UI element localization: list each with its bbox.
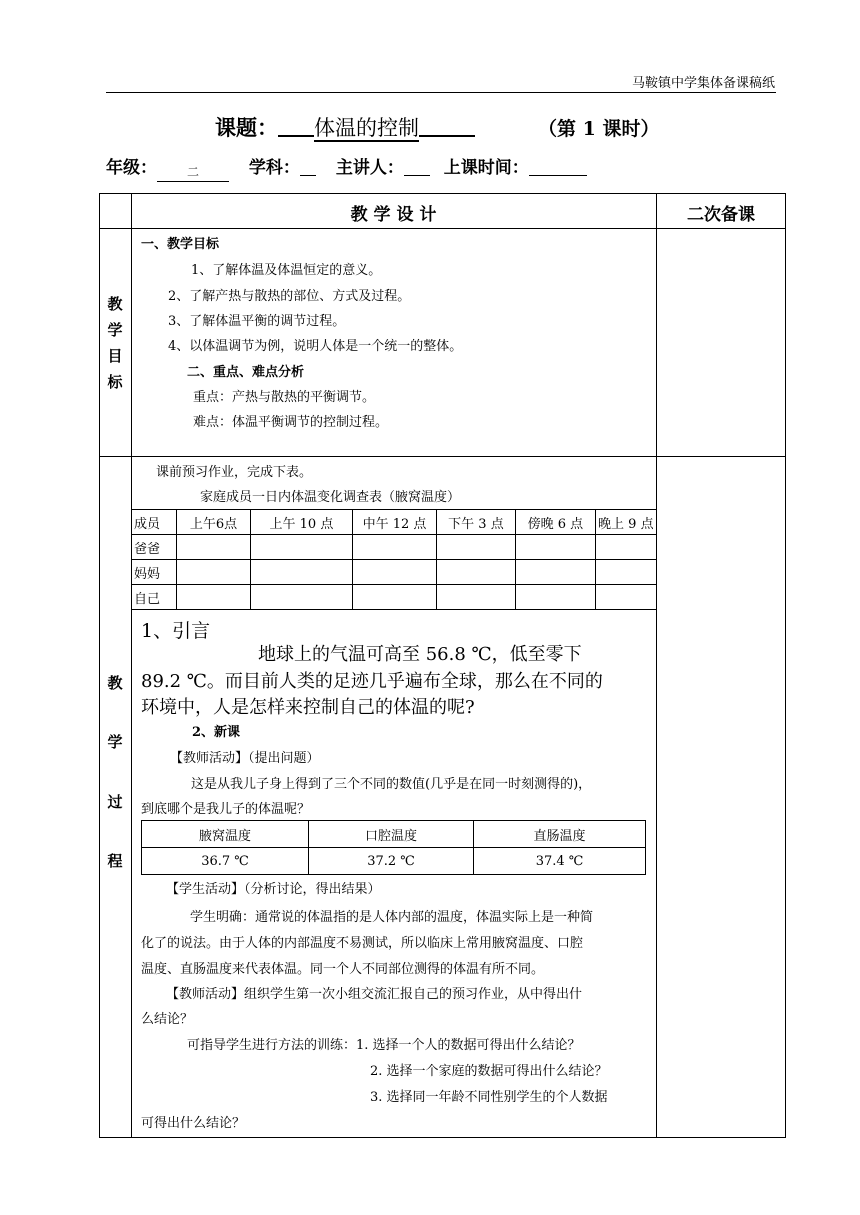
teacher-activity-2-line-2: 么结论？ bbox=[141, 1012, 194, 1027]
goals-process-divider bbox=[99, 456, 786, 457]
table-top-border bbox=[99, 193, 786, 194]
question-line-1: 这是从我儿子身上得到了三个不同的数值(几乎是在同一时刻测得的)， bbox=[191, 777, 592, 792]
survey-cell bbox=[353, 535, 436, 560]
process-side-label-1: 教 bbox=[107, 674, 123, 692]
teacher-activity-2-line-1: 【教师活动】组织学生第一次小组交流汇报自己的预习作业，从中得出什 bbox=[166, 987, 583, 1002]
second-prep-divider bbox=[656, 193, 657, 1138]
goals-heading: 一、教学目标 bbox=[141, 237, 220, 252]
survey-header-row bbox=[132, 510, 657, 535]
survey-cell bbox=[177, 585, 250, 610]
title-prefix: 课题： bbox=[215, 115, 278, 140]
survey-cell bbox=[595, 585, 656, 610]
temp-header-cell: 口腔温度 bbox=[309, 821, 474, 848]
guide-line-3: 3. 选择同一年龄不同性别学生的个人数据 bbox=[370, 1090, 608, 1105]
survey-header-cell: 傍晚 6 点 bbox=[516, 510, 595, 535]
survey-header-cell: 上午6点 bbox=[177, 510, 250, 535]
question-line-2: 到底哪个是我儿子的体温呢？ bbox=[141, 802, 311, 817]
goals-side-label-3: 目 bbox=[107, 347, 123, 365]
guide-line-2: 2. 选择一个家庭的数据可得出什么结论？ bbox=[370, 1064, 608, 1079]
preview-instruction: 课前预习作业，完成下表。 bbox=[156, 465, 313, 480]
table-right-border bbox=[785, 193, 786, 1138]
table-left-border bbox=[99, 193, 100, 1138]
difficult-point: 难点：体温平衡调节的控制过程。 bbox=[193, 415, 389, 430]
temp-value-cell: 36.7 ℃ bbox=[142, 848, 309, 875]
student-line-3: 温度、直肠温度来代表体温。同一个人不同部位测得的体温有所不同。 bbox=[141, 962, 545, 977]
intro-line-1: 地球上的气温可高至 56.8 ℃，低至零下 bbox=[258, 644, 582, 665]
survey-cell bbox=[353, 585, 436, 610]
speaker-blank bbox=[404, 157, 430, 176]
survey-header-cell: 上午 10 点 bbox=[250, 510, 353, 535]
survey-member: 妈妈 bbox=[132, 560, 177, 585]
grade-label: 年级： bbox=[106, 158, 157, 178]
lesson-title bbox=[215, 112, 475, 142]
goals-side-label-2: 学 bbox=[107, 321, 123, 339]
survey-header-cell: 下午 3 点 bbox=[436, 510, 515, 535]
lesson-period: （第 1 课时） bbox=[538, 118, 660, 140]
survey-cell bbox=[436, 535, 515, 560]
temperature-table bbox=[141, 820, 646, 875]
goals-side-label-4: 标 bbox=[107, 373, 123, 391]
temp-header-row bbox=[142, 821, 646, 848]
survey-cell bbox=[353, 560, 436, 585]
grade-value: 二 bbox=[157, 163, 229, 182]
process-side-label-3: 过 bbox=[107, 793, 123, 811]
key-difficult-heading: 二、重点、难点分析 bbox=[187, 365, 305, 380]
time-label: 上课时间： bbox=[443, 158, 529, 178]
survey-header-cell: 中午 12 点 bbox=[353, 510, 436, 535]
goal-item-1: 1、了解体温及体温恒定的意义。 bbox=[191, 263, 382, 278]
survey-row bbox=[132, 560, 657, 585]
survey-cell bbox=[250, 535, 353, 560]
header-rule bbox=[106, 92, 776, 93]
goals-side-label-1: 教 bbox=[107, 295, 123, 313]
survey-cell bbox=[177, 535, 250, 560]
survey-cell bbox=[177, 560, 250, 585]
guide-line-1: 可指导学生进行方法的训练：1. 选择一个人的数据可得出什么结论？ bbox=[187, 1038, 581, 1053]
teacher-activity-1: 【教师活动】（提出问题） bbox=[170, 751, 320, 766]
side-column-divider bbox=[131, 193, 132, 1138]
survey-cell bbox=[516, 560, 595, 585]
school-paper-header: 马鞍镇中学集体备课稿纸 bbox=[631, 76, 775, 91]
survey-title: 家庭成员一日内体温变化调查表（腋窝温度） bbox=[200, 490, 461, 505]
survey-cell bbox=[516, 535, 595, 560]
survey-cell bbox=[595, 535, 656, 560]
survey-cell bbox=[595, 560, 656, 585]
speaker-label: 主讲人： bbox=[335, 158, 404, 178]
table-bottom-border bbox=[99, 1137, 786, 1138]
survey-table bbox=[131, 509, 657, 610]
temp-value-cell: 37.2 ℃ bbox=[309, 848, 474, 875]
guide-line-4: 可得出什么结论？ bbox=[141, 1116, 246, 1131]
subject-blank bbox=[300, 157, 316, 176]
survey-member: 自己 bbox=[132, 585, 177, 610]
survey-cell bbox=[516, 585, 595, 610]
survey-cell bbox=[250, 585, 353, 610]
goal-item-3: 3、了解体温平衡的调节过程。 bbox=[168, 314, 346, 329]
temp-value-cell: 37.4 ℃ bbox=[474, 848, 646, 875]
intro-line-2: 89.2 ℃。而目前人类的足迹几乎遍布全球，那么在不同的 bbox=[141, 671, 603, 692]
process-side-label-4: 程 bbox=[107, 852, 123, 870]
title-topic: 体温的控制 bbox=[314, 116, 419, 140]
temp-value-row bbox=[142, 848, 646, 875]
subject-label: 学科： bbox=[248, 158, 300, 178]
title-blank-after bbox=[419, 115, 475, 137]
student-line-2: 化了的说法。由于人体的内部温度不易测试，所以临床上常用腋窝温度、口腔 bbox=[141, 936, 584, 951]
survey-row bbox=[132, 535, 657, 560]
second-prep-heading: 二次备课 bbox=[687, 205, 755, 225]
key-point: 重点：产热与散热的平衡调节。 bbox=[193, 390, 376, 405]
survey-cell bbox=[436, 560, 515, 585]
title-blank-before bbox=[278, 115, 314, 137]
temp-header-cell: 直肠温度 bbox=[474, 821, 646, 848]
temp-header-cell: 腋窝温度 bbox=[142, 821, 309, 848]
survey-member: 爸爸 bbox=[132, 535, 177, 560]
design-heading: 教 学 设 计 bbox=[350, 205, 437, 225]
survey-cell bbox=[250, 560, 353, 585]
survey-header-cell: 晚上 9 点 bbox=[595, 510, 656, 535]
goal-item-2: 2、了解产热与散热的部位、方式及过程。 bbox=[168, 289, 411, 304]
intro-line-3: 环境中，人是怎样来控制自己的体温的呢? bbox=[141, 697, 475, 718]
student-activity: 【学生活动】（分析讨论，得出结果） bbox=[166, 882, 381, 897]
time-blank bbox=[529, 157, 587, 176]
table-head-divider bbox=[99, 228, 786, 229]
process-side-label-2: 学 bbox=[107, 733, 123, 751]
goal-item-4: 4、以体温调节为例，说明人体是一个统一的整体。 bbox=[168, 339, 463, 354]
survey-row bbox=[132, 585, 657, 610]
meta-line bbox=[106, 153, 587, 182]
survey-cell bbox=[436, 585, 515, 610]
intro-heading: 1、引言 bbox=[141, 620, 211, 642]
survey-header-cell: 成员 bbox=[132, 510, 177, 535]
student-line-1: 学生明确：通常说的体温指的是人体内部的温度，体温实际上是一种简 bbox=[190, 910, 594, 925]
new-lesson-heading: 2、新课 bbox=[192, 725, 241, 740]
